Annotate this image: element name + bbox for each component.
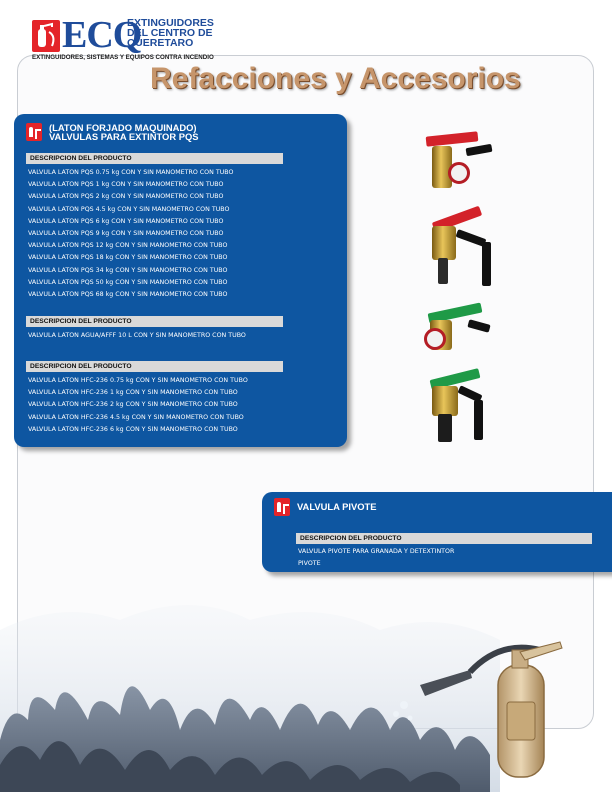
list-item: VALVULA LATON PQS 50 kg CON Y SIN MANOMETRO CON TUBO [28,278,228,286]
list-item: VALVULA LATON PQS 1 kg CON Y SIN MANOMETRO CON TUBO [28,181,224,189]
fire-flames-and-extinguisher-illustration [0,590,612,792]
list-item: VALVULA LATON HFC-236 4.5 kg CON Y SIN MANOMETRO CON TUBO [28,413,244,421]
list-item: VALVULA LATON PQS 6 kg CON Y SIN MANOMETRO CON TUBO [28,217,224,225]
list-item: VALVULA LATON PQS 18 kg CON Y SIN MANOMETRO CON TUBO [28,254,228,262]
panel-header [26,123,199,141]
panel-header [274,498,377,516]
list-item: PIVOTE [298,560,321,568]
company-logo [22,14,222,68]
list-item: VALVULA LATON HFC-236 2 kg CON Y SIN MANOMETRO CON TUBO [28,401,238,409]
list-item: VALVULA LATON PQS 9 kg CON Y SIN MANOMETRO CON TUBO [28,230,224,238]
fire-extinguisher-icon [26,123,42,141]
list-item: VALVULA LATON HFC-236 0.75 kg CON Y SIN MANOMETRO CON TUBO [28,377,248,384]
logo-initials: ECQ [62,14,142,56]
list-item: VALVULA LATON HFC-236 6 kg CON Y SIN MANOMETRO CON TUBO [28,425,238,433]
list-item: VALVULA LATON PQS 34 kg CON Y SIN MANOMETRO CON TUBO [28,266,228,274]
fire-extinguisher-icon [274,498,290,516]
list-item: VALVULA PIVOTE PARA GRANADA Y DETEXTINTOR [298,548,455,555]
valves-pqs-panel [14,114,347,447]
product-list-hfc [28,375,248,436]
fire-extinguisher-icon [32,20,60,52]
section-header-pivote: DESCRIPCION DEL PRODUCTO [296,533,592,544]
red-valve-with-gauge-icon [418,118,498,202]
panel-title [49,123,199,141]
green-valve-with-tube-icon [418,368,498,448]
section-header-hfc: DESCRIPCION DEL PRODUCTO [26,361,283,372]
logo-company-name: EXTINGUIDORES DEL CENTRO DE QUERETARO [127,17,214,49]
panel-title-line1: (LATON FORJADO MAQUINADO) [49,122,197,133]
section-header-agua: DESCRIPCION DEL PRODUCTO [26,316,283,327]
valvula-pivote-panel [262,492,612,572]
list-item: VALVULA LATON PQS 4.5 kg CON Y SIN MANOMETRO CON TUBO [28,205,230,213]
logo-tagline: EXTINGUIDORES, SISTEMAS Y EQUIPOS CONTRA INCENDIO [32,54,214,61]
product-list-pqs [28,167,233,301]
list-item: VALVULA LATON PQS 0.75 kg CON Y SIN MANOMETRO CON TUBO [28,169,234,176]
list-item: VALVULA LATON AGUA/AFFF 10 L CON Y SIN MANOMETRO CON TUBO [28,332,246,339]
panel-title-line2: VALVULAS PARA EXTINTOR PQS [49,131,199,142]
page-title: Refacciones y Accesorios [150,62,521,95]
section-header-pqs: DESCRIPCION DEL PRODUCTO [26,153,283,164]
list-item: VALVULA LATON HFC-236 1 kg CON Y SIN MANOMETRO CON TUBO [28,389,238,397]
red-valve-with-tube-icon [420,208,500,298]
list-item: VALVULA LATON PQS 2 kg CON Y SIN MANOMETRO CON TUBO [28,193,224,201]
green-valve-with-gauge-icon [418,300,498,362]
product-list-agua [28,330,246,342]
product-list-pivote [298,546,454,570]
list-item: VALVULA LATON PQS 68 kg CON Y SIN MANOMETRO CON TUBO [28,291,228,299]
list-item: VALVULA LATON PQS 12 kg CON Y SIN MANOMETRO CON TUBO [28,242,228,250]
panel-title: VALVULA PIVOTE [297,501,377,512]
